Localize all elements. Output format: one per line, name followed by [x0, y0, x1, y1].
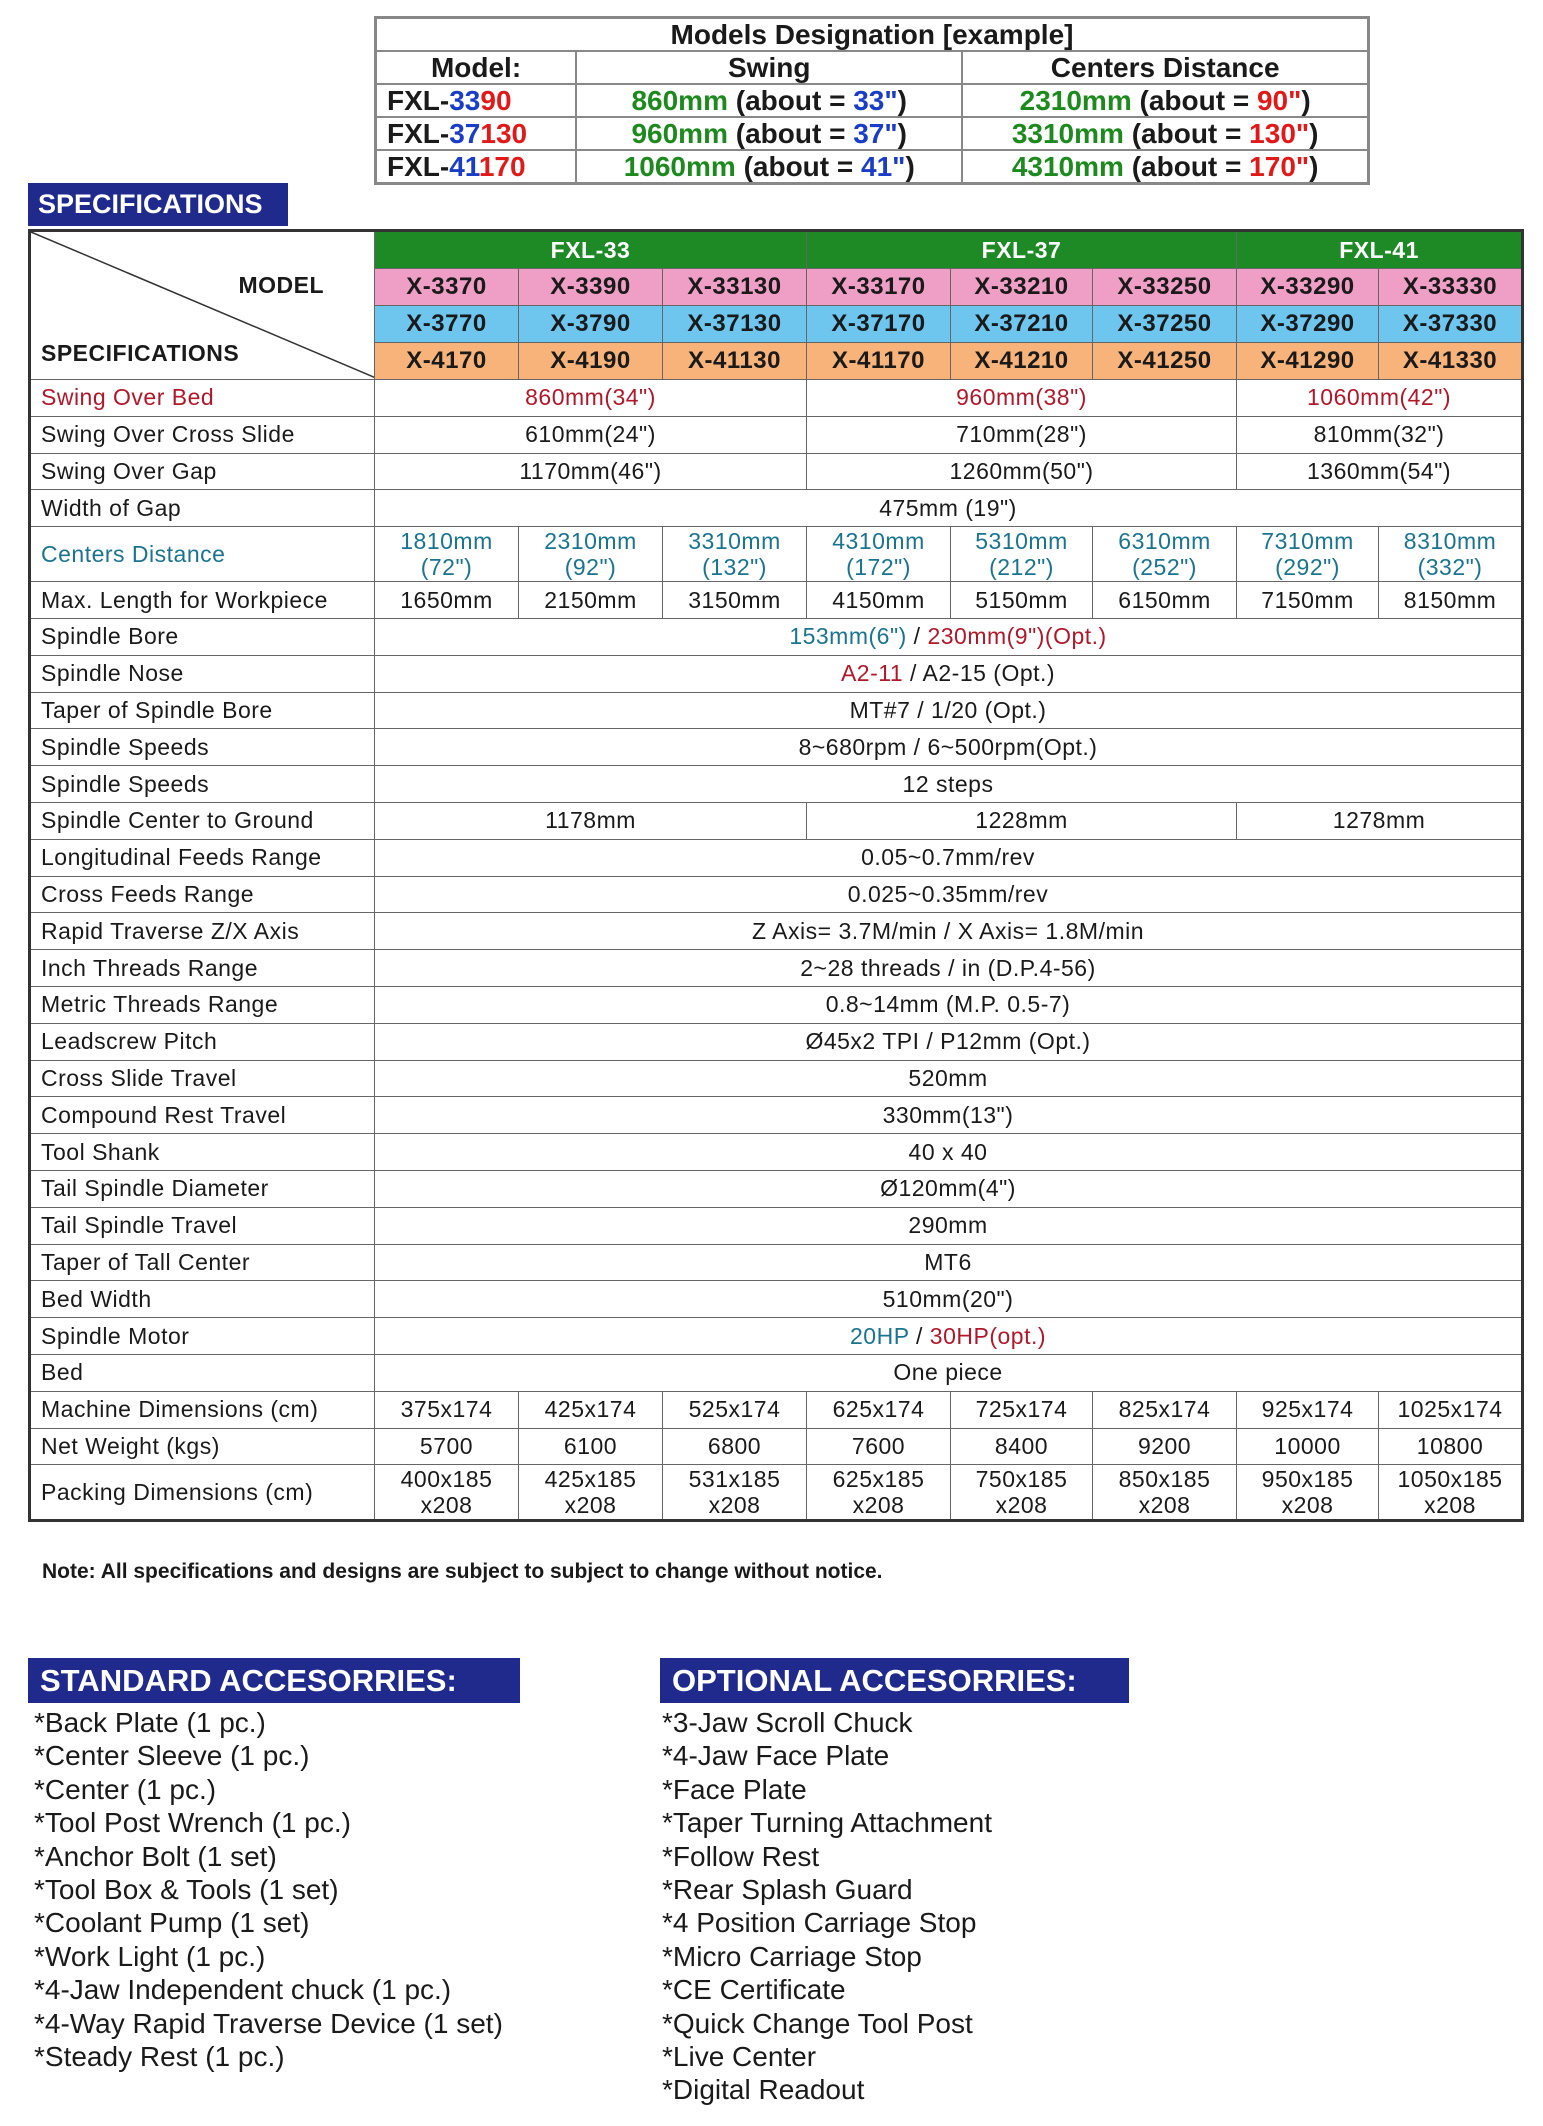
- spec-label: Bed Width: [30, 1281, 375, 1318]
- spec-label: Max. Length for Workpiece: [30, 582, 375, 619]
- model-cell: X-37130: [663, 306, 807, 343]
- spec-value: 1228mm: [807, 802, 1237, 839]
- spec-row: [30, 950, 1523, 987]
- spec-value: 850x185 x208: [1093, 1465, 1237, 1521]
- model-cell: X-41210: [951, 343, 1093, 380]
- spec-row: [30, 1465, 1523, 1521]
- spec-value: 950x185 x208: [1237, 1465, 1379, 1521]
- spec-value: 3150mm: [663, 582, 807, 619]
- spec-value: 750x185 x208: [951, 1465, 1093, 1521]
- spec-value: 510mm(20"): [375, 1281, 1523, 1318]
- spec-row: [30, 1060, 1523, 1097]
- spec-row: [30, 1207, 1523, 1244]
- spec-value: 625x185 x208: [807, 1465, 951, 1521]
- spec-row: [30, 618, 1523, 655]
- spec-value: MT#7 / 1/20 (Opt.): [375, 692, 1523, 729]
- corner-specs-label: SPECIFICATIONS: [41, 340, 240, 366]
- spec-value: 860mm(34"): [375, 380, 807, 417]
- spec-value: 10000: [1237, 1428, 1379, 1465]
- spec-label: Swing Over Gap: [30, 453, 375, 490]
- designation-header-swing: Swing: [576, 51, 962, 84]
- spec-row: [30, 876, 1523, 913]
- standard-accessories-list: [34, 1706, 503, 2073]
- corner-model-label: MODEL: [238, 272, 324, 298]
- spec-value: 330mm(13"): [375, 1097, 1523, 1134]
- spec-row: [30, 380, 1523, 417]
- model-cell: X-41330: [1379, 343, 1523, 380]
- spec-value: 2150mm: [519, 582, 663, 619]
- spec-value: A2-11 / A2-15 (Opt.): [375, 655, 1523, 692]
- group-header: FXL-41: [1237, 231, 1523, 269]
- list-item: *Steady Rest (1 pc.): [34, 2041, 285, 2073]
- designation-row: [376, 117, 1369, 150]
- model-cell: X-4170: [375, 343, 519, 380]
- spec-label: Swing Over Bed: [30, 380, 375, 417]
- spec-label: Metric Threads Range: [30, 986, 375, 1023]
- specifications-table: [28, 229, 1524, 1522]
- spec-value: 8~680rpm / 6~500rpm(Opt.): [375, 729, 1523, 766]
- spec-label: Swing Over Cross Slide: [30, 416, 375, 453]
- spec-row: [30, 527, 1523, 582]
- model-cell: X-41170: [807, 343, 951, 380]
- designation-centers: 4310mm (about = 170"): [962, 150, 1368, 184]
- spec-value: 810mm(32"): [1237, 416, 1523, 453]
- spec-row: [30, 1023, 1523, 1060]
- spec-row: [30, 839, 1523, 876]
- group-header: FXL-37: [807, 231, 1237, 269]
- designation-header-centers: Centers Distance: [962, 51, 1368, 84]
- spec-value: 6100: [519, 1428, 663, 1465]
- spec-value: 0.05~0.7mm/rev: [375, 839, 1523, 876]
- list-item: *Work Light (1 pc.): [34, 1940, 266, 1972]
- spec-label: Compound Rest Travel: [30, 1097, 375, 1134]
- spec-row: [30, 913, 1523, 950]
- spec-label: Machine Dimensions (cm): [30, 1391, 375, 1428]
- model-cell: X-33170: [807, 269, 951, 306]
- spec-value: 425x185 x208: [519, 1465, 663, 1521]
- designation-title: Models Designation [example]: [376, 18, 1369, 52]
- list-item: *Back Plate (1 pc.): [34, 1707, 266, 1738]
- spec-label: Cross Slide Travel: [30, 1060, 375, 1097]
- spec-row: [30, 802, 1523, 839]
- spec-row: [30, 986, 1523, 1023]
- disclaimer-note: Note: All specifications and designs are subject to subject to change without notice.: [42, 1560, 883, 1583]
- spec-value: 6800: [663, 1428, 807, 1465]
- spec-value: 610mm(24"): [375, 416, 807, 453]
- spec-value: 1360mm(54"): [1237, 453, 1523, 490]
- spec-value: 725x174: [951, 1391, 1093, 1428]
- spec-value: 7310mm (292"): [1237, 527, 1379, 582]
- spec-label: Inch Threads Range: [30, 950, 375, 987]
- model-cell: X-33290: [1237, 269, 1379, 306]
- spec-label: Tail Spindle Travel: [30, 1207, 375, 1244]
- spec-value: 8150mm: [1379, 582, 1523, 619]
- model-cell: X-41290: [1237, 343, 1379, 380]
- spec-row: [30, 416, 1523, 453]
- designation-row: [376, 150, 1369, 184]
- designation-header-model: Model:: [376, 51, 577, 84]
- list-item: *Taper Turning Attachment: [662, 1807, 992, 1839]
- list-item: *Tool Post Wrench (1 pc.): [34, 1807, 351, 1839]
- model-cell: X-3370: [375, 269, 519, 306]
- designation-model: FXL-41170: [376, 150, 577, 184]
- list-item: *Tool Box & Tools (1 set): [34, 1874, 339, 1906]
- spec-value: 4310mm (172"): [807, 527, 951, 582]
- spec-value: 960mm(38"): [807, 380, 1237, 417]
- spec-row: [30, 582, 1523, 619]
- spec-label: Taper of Tall Center: [30, 1244, 375, 1281]
- spec-row: [30, 1281, 1523, 1318]
- list-item: *Digital Readout: [662, 2074, 865, 2106]
- spec-value: 425x174: [519, 1391, 663, 1428]
- spec-value: 2310mm (92"): [519, 527, 663, 582]
- spec-value: 1650mm: [375, 582, 519, 619]
- model-cell: X-33330: [1379, 269, 1523, 306]
- spec-value: 1060mm(42"): [1237, 380, 1523, 417]
- spec-row: [30, 490, 1523, 527]
- spec-row: [30, 1170, 1523, 1207]
- designation-swing: 860mm (about = 33"): [576, 84, 962, 117]
- spec-value: Ø45x2 TPI / P12mm (Opt.): [375, 1023, 1523, 1060]
- spec-value: 1278mm: [1237, 802, 1523, 839]
- spec-value: 1050x185 x208: [1379, 1465, 1523, 1521]
- spec-label: Bed: [30, 1354, 375, 1391]
- standard-accessories-header: STANDARD ACCESORRIES:: [28, 1658, 520, 1703]
- spec-value: 1260mm(50"): [807, 453, 1237, 490]
- spec-label: Net Weight (kgs): [30, 1428, 375, 1465]
- spec-value: 1810mm (72"): [375, 527, 519, 582]
- spec-label: Spindle Speeds: [30, 729, 375, 766]
- spec-value: 475mm (19"): [375, 490, 1523, 527]
- list-item: *4-Way Rapid Traverse Device (1 set): [34, 2007, 503, 2039]
- list-item: *Micro Carriage Stop: [662, 1940, 922, 1972]
- spec-value: 6310mm (252"): [1093, 527, 1237, 582]
- list-item: *Coolant Pump (1 set): [34, 1907, 310, 1939]
- model-cell: X-41250: [1093, 343, 1237, 380]
- list-item: *Live Center: [662, 2041, 817, 2073]
- spec-value: 625x174: [807, 1391, 951, 1428]
- spec-label: Spindle Bore: [30, 618, 375, 655]
- spec-value: 2~28 threads / in (D.P.4-56): [375, 950, 1523, 987]
- spec-value: 5700: [375, 1428, 519, 1465]
- model-cell: X-33130: [663, 269, 807, 306]
- spec-value: 4150mm: [807, 582, 951, 619]
- spec-value: 520mm: [375, 1060, 1523, 1097]
- spec-value: Ø120mm(4"): [375, 1170, 1523, 1207]
- spec-value: 0.8~14mm (M.P. 0.5-7): [375, 986, 1523, 1023]
- list-item: *3-Jaw Scroll Chuck: [662, 1707, 913, 1738]
- model-cell: X-3790: [519, 306, 663, 343]
- list-item: *4-Jaw Face Plate: [662, 1740, 890, 1772]
- spec-value: 5310mm (212"): [951, 527, 1093, 582]
- optional-accessories-header: OPTIONAL ACCESORRIES:: [660, 1658, 1129, 1703]
- spec-label: Spindle Speeds: [30, 766, 375, 803]
- spec-row: [30, 655, 1523, 692]
- spec-value: 375x174: [375, 1391, 519, 1428]
- list-item: *Face Plate: [662, 1773, 807, 1805]
- spec-row: [30, 1318, 1523, 1355]
- spec-value: 8310mm (332"): [1379, 527, 1523, 582]
- spec-label: Centers Distance: [30, 527, 375, 582]
- spec-value: 710mm(28"): [807, 416, 1237, 453]
- spec-label: Longitudinal Feeds Range: [30, 839, 375, 876]
- group-header: FXL-33: [375, 231, 807, 269]
- designation-centers: 2310mm (about = 90"): [962, 84, 1368, 117]
- spec-value: 1170mm(46"): [375, 453, 807, 490]
- spec-label: Packing Dimensions (cm): [30, 1465, 375, 1521]
- spec-label: Taper of Spindle Bore: [30, 692, 375, 729]
- spec-row: [30, 692, 1523, 729]
- spec-row: [30, 1428, 1523, 1465]
- model-cell: X-3390: [519, 269, 663, 306]
- spec-value: 925x174: [1237, 1391, 1379, 1428]
- spec-value: 825x174: [1093, 1391, 1237, 1428]
- designation-swing: 1060mm (about = 41"): [576, 150, 962, 184]
- spec-value: MT6: [375, 1244, 1523, 1281]
- spec-value: 12 steps: [375, 766, 1523, 803]
- model-cell: X-37250: [1093, 306, 1237, 343]
- spec-value: 6150mm: [1093, 582, 1237, 619]
- spec-value: 20HP / 30HP(opt.): [375, 1318, 1523, 1355]
- model-cell: X-37330: [1379, 306, 1523, 343]
- spec-row: [30, 1134, 1523, 1171]
- spec-row: [30, 1097, 1523, 1134]
- spec-value: 531x185 x208: [663, 1465, 807, 1521]
- spec-row: [30, 453, 1523, 490]
- model-cell: X-37290: [1237, 306, 1379, 343]
- spec-label: Spindle Center to Ground: [30, 802, 375, 839]
- spec-value: 10800: [1379, 1428, 1523, 1465]
- list-item: *Center (1 pc.): [34, 1773, 217, 1805]
- spec-row: [30, 1244, 1523, 1281]
- designation-model: FXL-37130: [376, 117, 577, 150]
- spec-label: Cross Feeds Range: [30, 876, 375, 913]
- model-cell: X-3770: [375, 306, 519, 343]
- model-cell: X-33250: [1093, 269, 1237, 306]
- spec-value: One piece: [375, 1354, 1523, 1391]
- spec-value: 1025x174: [1379, 1391, 1523, 1428]
- model-cell: X-37170: [807, 306, 951, 343]
- model-cell: X-4190: [519, 343, 663, 380]
- list-item: *Follow Rest: [662, 1840, 820, 1872]
- table-corner-cell: [30, 231, 375, 380]
- spec-value: 40 x 40: [375, 1134, 1523, 1171]
- spec-value: 7600: [807, 1428, 951, 1465]
- spec-value: 0.025~0.35mm/rev: [375, 876, 1523, 913]
- spec-value: 400x185 x208: [375, 1465, 519, 1521]
- spec-row: [30, 1354, 1523, 1391]
- spec-label: Width of Gap: [30, 490, 375, 527]
- spec-value: 9200: [1093, 1428, 1237, 1465]
- spec-label: Spindle Motor: [30, 1318, 375, 1355]
- spec-value: 153mm(6") / 230mm(9")(Opt.): [375, 618, 1523, 655]
- spec-label: Tool Shank: [30, 1134, 375, 1171]
- spec-row: [30, 729, 1523, 766]
- spec-label: Leadscrew Pitch: [30, 1023, 375, 1060]
- list-item: *4 Position Carriage Stop: [662, 1907, 977, 1939]
- spec-value: 1178mm: [375, 802, 807, 839]
- spec-value: Z Axis= 3.7M/min / X Axis= 1.8M/min: [375, 913, 1523, 950]
- list-item: *CE Certificate: [662, 1974, 846, 2006]
- list-item: *Quick Change Tool Post: [662, 2007, 973, 2039]
- model-cell: X-33210: [951, 269, 1093, 306]
- spec-value: 290mm: [375, 1207, 1523, 1244]
- list-item: *Anchor Bolt (1 set): [34, 1840, 277, 1872]
- specifications-header: SPECIFICATIONS: [28, 183, 288, 226]
- designation-model: FXL-3390: [376, 84, 577, 117]
- spec-value: 7150mm: [1237, 582, 1379, 619]
- spec-row: [30, 1391, 1523, 1428]
- spec-label: Spindle Nose: [30, 655, 375, 692]
- designation-swing: 960mm (about = 37"): [576, 117, 962, 150]
- spec-value: 3310mm (132"): [663, 527, 807, 582]
- spec-value: 5150mm: [951, 582, 1093, 619]
- spec-row: [30, 766, 1523, 803]
- optional-accessories-list: [662, 1706, 992, 2107]
- list-item: *4-Jaw Independent chuck (1 pc.): [34, 1974, 452, 2006]
- spec-value: 8400: [951, 1428, 1093, 1465]
- designation-centers: 3310mm (about = 130"): [962, 117, 1368, 150]
- spec-label: Tail Spindle Diameter: [30, 1170, 375, 1207]
- models-designation-table: [374, 16, 1370, 185]
- spec-value: 525x174: [663, 1391, 807, 1428]
- list-item: *Rear Splash Guard: [662, 1874, 913, 1906]
- model-cell: X-37210: [951, 306, 1093, 343]
- designation-row: [376, 84, 1369, 117]
- model-cell: X-41130: [663, 343, 807, 380]
- list-item: *Center Sleeve (1 pc.): [34, 1740, 310, 1772]
- spec-label: Rapid Traverse Z/X Axis: [30, 913, 375, 950]
